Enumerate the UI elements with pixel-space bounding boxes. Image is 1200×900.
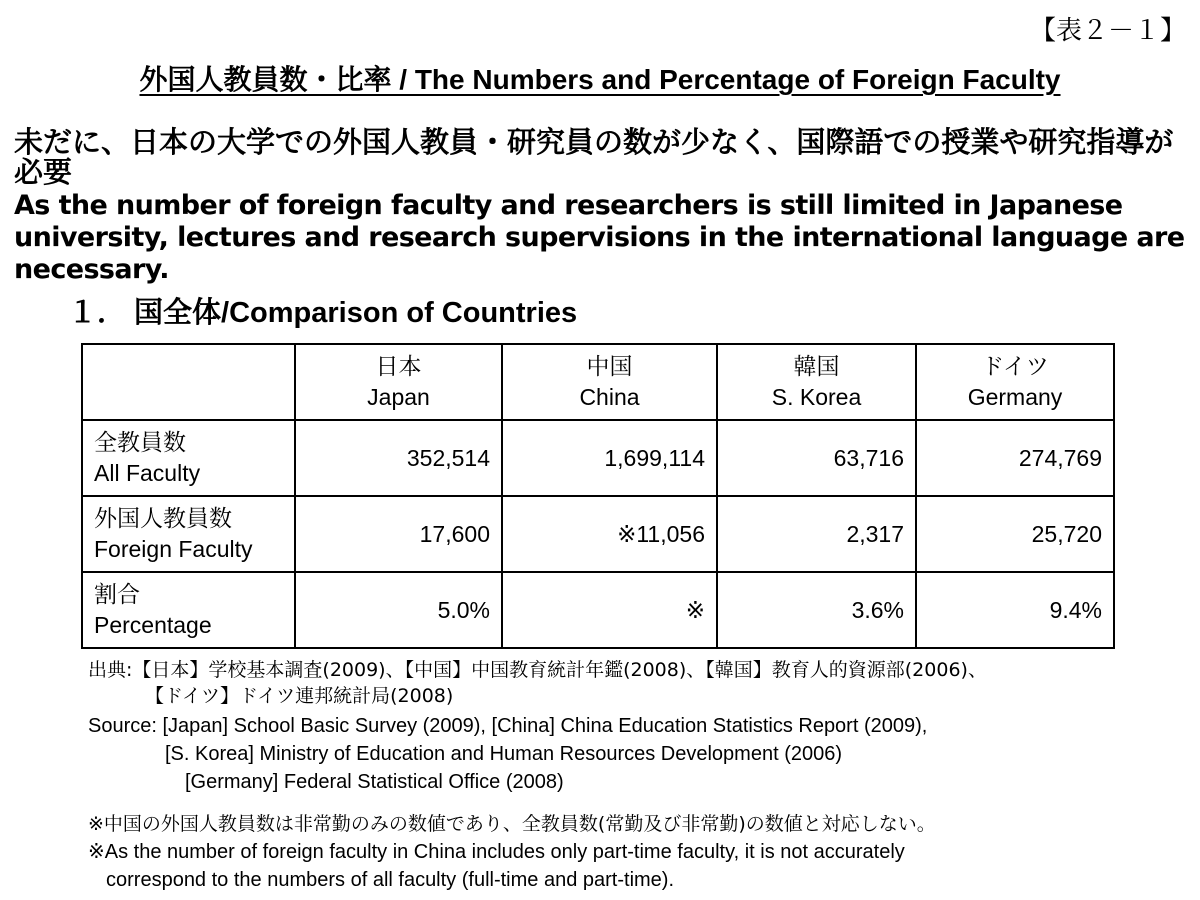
cell-all-faculty-japan: 352,514: [295, 420, 502, 496]
cell-foreign-faculty-japan: 17,600: [295, 496, 502, 572]
cell-foreign-faculty-korea: 2,317: [717, 496, 916, 572]
row-header-foreign-faculty: [82, 496, 295, 572]
faculty-comparison-table: [81, 343, 1115, 649]
table-row-all-faculty: [82, 420, 1114, 496]
footnote-english-line-1: ※As the number of foreign faculty in China includes only part-time faculty, it is not accurately: [88, 841, 905, 863]
table-row-foreign-faculty: [82, 496, 1114, 572]
cell-percentage-korea: 3.6%: [717, 572, 916, 648]
cell-foreign-faculty-germany: 25,720: [916, 496, 1114, 572]
footnote-japanese: ※中国の外国人教員数は非常勤のみの数値であり、全教員数(常勤及び非常勤)の数値と対応しない。: [88, 813, 936, 835]
column-header-china: [502, 344, 717, 420]
section-title: １． 国全体/Comparison of Countries: [68, 297, 578, 329]
table-corner-cell: [82, 344, 295, 420]
column-header-korea: [717, 344, 916, 420]
cell-all-faculty-korea: 63,716: [717, 420, 916, 496]
source-english-line-2: [S. Korea] Ministry of Education and Human Resources Development (2006): [165, 743, 843, 765]
cell-percentage-china: ※: [502, 572, 717, 648]
column-header-en: Japan: [367, 384, 430, 410]
table-row-percentage: [82, 572, 1114, 648]
page-title: 外国人教員数・比率 / The Numbers and Percentage of Foreign Faculty: [139, 64, 1061, 95]
cell-all-faculty-germany: 274,769: [916, 420, 1114, 496]
cell-percentage-germany: 9.4%: [916, 572, 1114, 648]
column-header-japan: [295, 344, 502, 420]
cell-percentage-japan: 5.0%: [295, 572, 502, 648]
column-header-jp: 中国: [586, 353, 633, 379]
headline-japanese: 未だに、日本の大学での外国人教員・研究員の数が少なく、国際語での授業や研究指導が必要: [14, 125, 1174, 189]
source-english-line-3: [Germany] Federal Statistical Office (2008): [185, 771, 564, 793]
row-header-jp: 全教員数: [94, 429, 186, 455]
row-header-all-faculty: [82, 420, 295, 496]
source-japanese-line-1: 出典:【日本】学校基本調査(2009)、【中国】中国教育統計年鑑(2008)、【韓国】教育人的資源部(2006)、: [88, 659, 987, 681]
column-header-en: Germany: [967, 384, 1063, 410]
table-number-label: 【表２－１】: [1029, 15, 1186, 45]
source-japanese-line-2: 【ドイツ】ドイツ連邦統計局(2008): [145, 685, 454, 707]
column-header-germany: [916, 344, 1114, 420]
column-header-en: S. Korea: [771, 384, 862, 410]
row-header-en: Foreign Faculty: [94, 536, 253, 562]
column-header-en: China: [579, 384, 640, 410]
headline-english: As the number of foreign faculty and researchers is still limited in Japanese university, lectures and research supervisions in the international language are necessary.: [14, 190, 1185, 285]
row-header-en: Percentage: [94, 612, 212, 638]
cell-all-faculty-china: 1,699,114: [502, 420, 717, 496]
row-header-percentage: [82, 572, 295, 648]
source-english-line-1: Source: [Japan] School Basic Survey (2009), [China] China Education Statistics Report (2009),: [88, 715, 928, 737]
footnote-english-line-2: correspond to the numbers of all faculty (full-time and part-time).: [106, 869, 675, 891]
row-header-jp: 外国人教員数: [94, 505, 232, 531]
column-header-jp: 韓国: [793, 353, 840, 379]
table-header-row: [82, 344, 1114, 420]
row-header-en: All Faculty: [94, 460, 201, 486]
column-header-jp: 日本: [375, 353, 422, 379]
column-header-jp: ドイツ: [981, 353, 1049, 379]
cell-foreign-faculty-china: ※11,056: [502, 496, 717, 572]
row-header-jp: 割合: [94, 581, 140, 607]
